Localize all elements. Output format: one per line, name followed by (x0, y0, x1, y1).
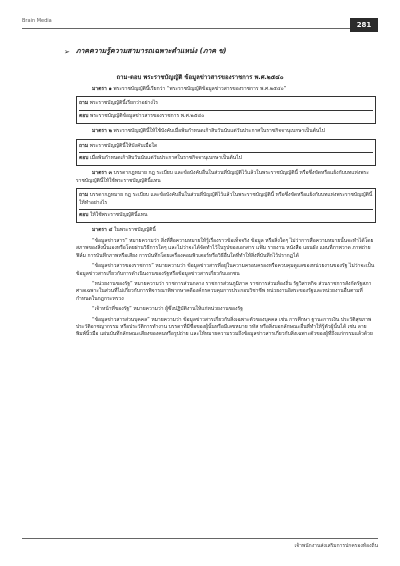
answer-label: ตอบ (79, 212, 89, 219)
section-3-label: มาตรา ๓ (92, 170, 113, 177)
section-1-text (76, 86, 376, 93)
answer-text: ให้ใช้พระราชบัญญัตินี้แทน (90, 212, 148, 219)
answer-text: พระราชบัญญัติข้อมูลข่าวสารของราชการ พ.ศ.๒๕๔๐ (90, 112, 205, 119)
section-title (64, 46, 226, 57)
section-1-label: มาตรา ๑ (92, 86, 112, 92)
qa-box-1 (76, 96, 376, 124)
section-2-label: มาตรา ๒ (92, 128, 112, 135)
footer-divider (22, 538, 378, 539)
header-brand: Brain Media (22, 18, 52, 24)
section-3-text (76, 170, 376, 185)
answer-row (79, 209, 373, 220)
definition-paragraph: “ข้อมูลข่าวสารส่วนบุคคล” หมายความว่า ข้อมูลข่าวสารเกี่ยวกับสิ่งเฉพาะตัวของบุคคล เช่น การศึกษา ฐานะการเงิน ประวัติสุขภาพ ประวัติอาชญากรรม หรือประวัติการทำงาน บรรดาที่มีชื่อของผู้นั้นหรือมีเลขหมาย รหัส หรือสิ่งบอกลักษณะอื่นที่ทำให้รู้ตัวผู้นั้นได้ เช่น ลายพิมพ์นิ้วมือ แผ่นบันทึกลักษณะเสียงของคนหรือรูปถ่าย และให้หมายความรวมถึงข้อมูลข่าวสารเกี่ยวกับสิ่งเฉพาะตัวของผู้ที่ถึงแก่กรรมแล้วด้วย (76, 316, 373, 338)
question-text: บรรดากฎหมาย กฎ ระเบียบ และข้อบังคับอื่นในส่วนที่บัญญัติไว้แล้วในพระราชบัญญัตินี้ หรือซึ่งขัดหรือแย้งกับบทแห่งพระราชบัญญัตินี้ให้ทำอย่างไร (79, 192, 373, 206)
section-4-intro: ในพระราชบัญญัตินี้ (113, 227, 156, 234)
section-2-body: พระราชบัญญัตินี้ให้ใช้บังคับเมื่อพ้นกำหนดเก้าสิบวันนับแต่วันประกาศในราชกิจจานุเบกษาเป็นต้นไป (113, 128, 325, 135)
header-divider (22, 28, 350, 29)
document-body (76, 86, 376, 342)
arrow-bullet-icon: ➢ (64, 47, 70, 56)
qa-box-2 (76, 139, 376, 167)
qa-box-3 (76, 188, 376, 223)
footer-text: เจ้าพนักงานส่งเสริมการปกครองท้องถิ่น (294, 543, 378, 549)
definition-paragraph: “เจ้าหน้าที่ของรัฐ” หมายความว่า ผู้ซึ่งปฏิบัติงานให้แก่หน่วยงานของรัฐ (92, 306, 243, 313)
question-row (79, 142, 373, 151)
definition-paragraph: “หน่วยงานของรัฐ” หมายความว่า ราชการส่วนกลาง ราชการส่วนภูมิภาค ราชการส่วนท้องถิ่น รัฐวิสาหกิจ ส่วนราชการสังกัดรัฐสภา ศาลเฉพาะในส่วนที่ไม่เกี่ยวกับการพิจารณาพิพากษาคดีองค์กรควบคุมการประกอบวิชาชีพ หน่วยงานอิสระของรัฐและหน่วยงานอื่นตามที่กำหนดในกฎกระทรวง (76, 280, 372, 302)
section-1-body: พระราชบัญญัตินี้เรียกว่า “พระราชบัญญัติข้อมูลข่าวสารของราชการ พ.ศ.๒๕๔๐” (113, 86, 287, 92)
section-4-label: มาตรา ๔ (92, 227, 113, 234)
answer-text: เมื่อพ้นกำหนดเก้าสิบวันนับแต่วันประกาศในราชกิจจานุเบกษาเป็นต้นไป (90, 155, 242, 162)
definition-paragraph: “ข้อมูลข่าวสารของราชการ” หมายความว่า ข้อมูลข่าวสารที่อยู่ในความครอบครองหรือควบคุมดูแลของหน่วยงานของรัฐ ไม่ว่าจะเป็นข้อมูลข่าวสารเกี่ยวกับการดำเนินงานของรัฐหรือข้อมูลข่าวสารเกี่ยวกับเอกชน (76, 263, 375, 277)
document-title: ถาม-ตอบ พระราชบัญญัติ ข้อมูลข่าวสารของราชการ พ.ศ.๒๕๔๐ (116, 74, 284, 81)
question-row (79, 99, 373, 108)
answer-label: ตอบ (79, 155, 89, 162)
question-text: พระราชบัญญัตินี้ให้บังคับเมื่อใด (89, 142, 158, 149)
question-label: ถาม (79, 192, 89, 199)
section-title-text: ภาคความรู้ความสามารถเฉพาะตำแหน่ง (ภาค ข) (75, 47, 227, 55)
question-label: ถาม (79, 142, 89, 149)
answer-label: ตอบ (79, 112, 89, 119)
page-number: 281 (350, 18, 378, 32)
section-3-body: บรรดากฎหมาย กฎ ระเบียบ และข้อบังคับอื่นในส่วนที่บัญญัติไว้แล้วในพระราชบัญญัตินี้ หรือซึ่งขัดหรือแย้งกับบทแห่งพระราชบัญญัตินี้ให้ใช้พระราชบัญญัตินี้แทน (76, 170, 369, 184)
question-text: พระราชบัญญัตินี้เรียกว่าอย่างไร (89, 100, 158, 107)
definition-paragraph: “ข้อมูลข่าวสาร” หมายความว่า สิ่งที่สื่อความหมายให้รู้เรื่องราวข้อเท็จจริง ข้อมูล หรือสิ่งใดๆ ไม่ว่าการสื่อความหมายนั้นจะทำได้โดยสภาพของสิ่งนั้นเองหรือโดยผ่านวิธีการใดๆ และไม่ว่าจะได้จัดทำไว้ในรูปของเอกสาร แฟ้ม รายงาน หนังสือ แผนผัง แผนที่ภาพวาด ภาพถ่าย ฟิล์ม การบันทึกภาพหรือเสียง การบันทึกโดยเครื่องคอมพิวเตอร์หรือวิธีอื่นใดที่ทำให้สิ่งที่บันทึกไว้ปรากฏได้ (76, 237, 374, 259)
answer-row (79, 152, 373, 163)
answer-row (79, 110, 373, 121)
section-4-text (76, 227, 376, 234)
question-row (79, 191, 373, 208)
section-2-text (76, 128, 376, 135)
question-label: ถาม (79, 100, 89, 107)
